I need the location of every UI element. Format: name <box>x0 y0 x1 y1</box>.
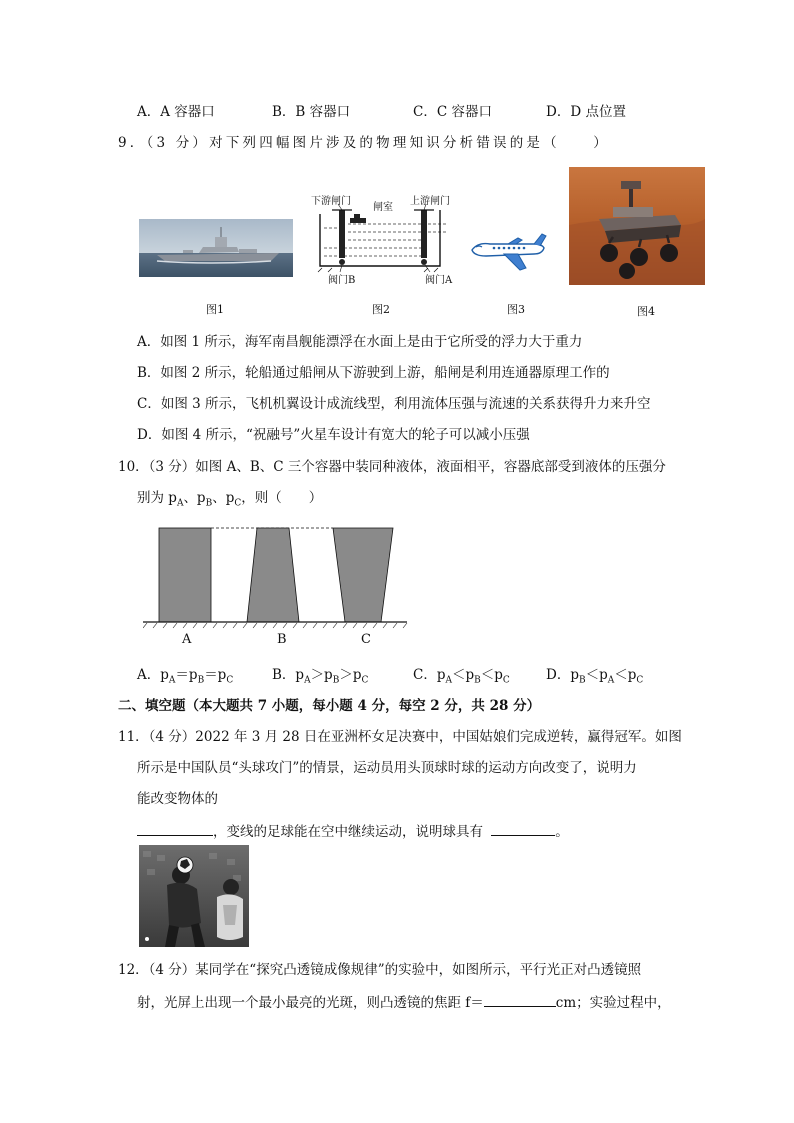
q11-line-2: 所示是中国队员“头球攻门”的情景，运动员用头顶球时球的运动方向改变了，说明力 <box>137 760 637 776</box>
q12-line-1: 12．（4 分）某同学在“探究凸透镜成像规律”的实验中，如图所示，平行光正对凸透镜照 <box>118 962 642 978</box>
q11-line-3: 能改变物体的 <box>137 791 218 807</box>
q9-option-b: B．如图 2 所示，轮船通过船闸从下游驶到上游，船闸是利用连通器原理工作的 <box>137 365 610 381</box>
q10-stem-line-1: 10．（3 分）如图 A、B、C 三个容器中装同种液体，液面相平，容器底部受到液体的压强分 <box>118 459 666 475</box>
fig2-label-upstream-gate: 上游闸门 <box>410 196 450 207</box>
q11-line-4-mid: ，变线的足球能在空中继续运动，说明球具有 <box>213 824 483 840</box>
fig3-caption: 图3 <box>507 303 525 316</box>
fig2-label-valve-a: 阀门A <box>425 275 453 286</box>
q10-option-a: A．$p_A=p_B=p_C$ <box>137 667 234 686</box>
q12-line-2-a: 射，光屏上出现一个最小最亮的光斑，则凸透镜的焦距 f＝ <box>137 995 484 1011</box>
q8-option-b: B．B 容器口 <box>272 104 351 120</box>
q9-option-a: A．如图 1 所示，海军南昌舰能漂浮在水面上是由于它所受的浮力大于重力 <box>137 334 583 350</box>
q11-football-header-photo <box>139 845 249 947</box>
fig2-label-valve-b: 阀门B <box>328 275 356 286</box>
q9-option-d: D．如图 4 所示，“祝融号”火星车设计有宽大的轮子可以减小压强 <box>137 427 530 443</box>
fig4-mars-rover-photo <box>569 167 705 285</box>
fig2-label-chamber: 闸室 <box>373 202 393 213</box>
q10-label-c: C <box>361 632 371 647</box>
q12-line-2-b: cm；实验过程中， <box>555 995 671 1011</box>
fig1-warship-photo <box>139 219 293 277</box>
q11-blank-2[interactable] <box>491 821 555 836</box>
fig2-caption: 图2 <box>372 303 390 316</box>
q10-option-d: D．$p_B<p_A<p_C$ <box>546 667 644 686</box>
q12-line-2 <box>137 992 671 1012</box>
section-2-heading: 二、填空题（本大题共 7 小题，每小题 4 分，每空 2 分，共 28 分） <box>118 698 541 714</box>
q8-option-c: C．C 容器口 <box>413 104 492 120</box>
q11-blank-1[interactable] <box>137 821 213 836</box>
q9-option-c: C．如图 3 所示，飞机机翼设计成流线型，利用流体压强与流速的关系获得升力来升空 <box>137 396 651 412</box>
q10-label-b: B <box>277 632 287 647</box>
q10-label-a: A <box>182 632 192 647</box>
q12-blank-focal-length[interactable] <box>484 992 556 1007</box>
q11-line-4 <box>137 821 569 841</box>
q10-option-c: C．$p_A<p_B<p_C$ <box>413 667 510 686</box>
q11-line-1: 11．（4 分）2022 年 3 月 28 日在亚洲杯女足决赛中，中国姑娘们完成逆转，赢得冠军。如图 <box>118 729 682 745</box>
fig3-airplane-drawing <box>468 232 550 276</box>
q8-option-a: A．A 容器口 <box>137 104 215 120</box>
fig1-caption: 图1 <box>206 303 224 316</box>
fig2-label-downstream-gate: 下游闸门 <box>311 196 351 207</box>
q10-containers-diagram <box>143 520 409 632</box>
fig4-caption: 图4 <box>637 305 655 318</box>
q10-stem-line-2: 别为 $p_A$、$p_B$、$p_C$，则（ ） <box>137 490 323 509</box>
q10-option-b: B．$p_A>p_B>p_C$ <box>272 667 369 686</box>
q11-line-4-end: 。 <box>555 824 569 840</box>
q9-stem: 9．（3 分）对下列四幅图片涉及的物理知识分析错误的是（ ） <box>118 135 610 151</box>
q8-option-d: D．D 点位置 <box>546 104 626 120</box>
